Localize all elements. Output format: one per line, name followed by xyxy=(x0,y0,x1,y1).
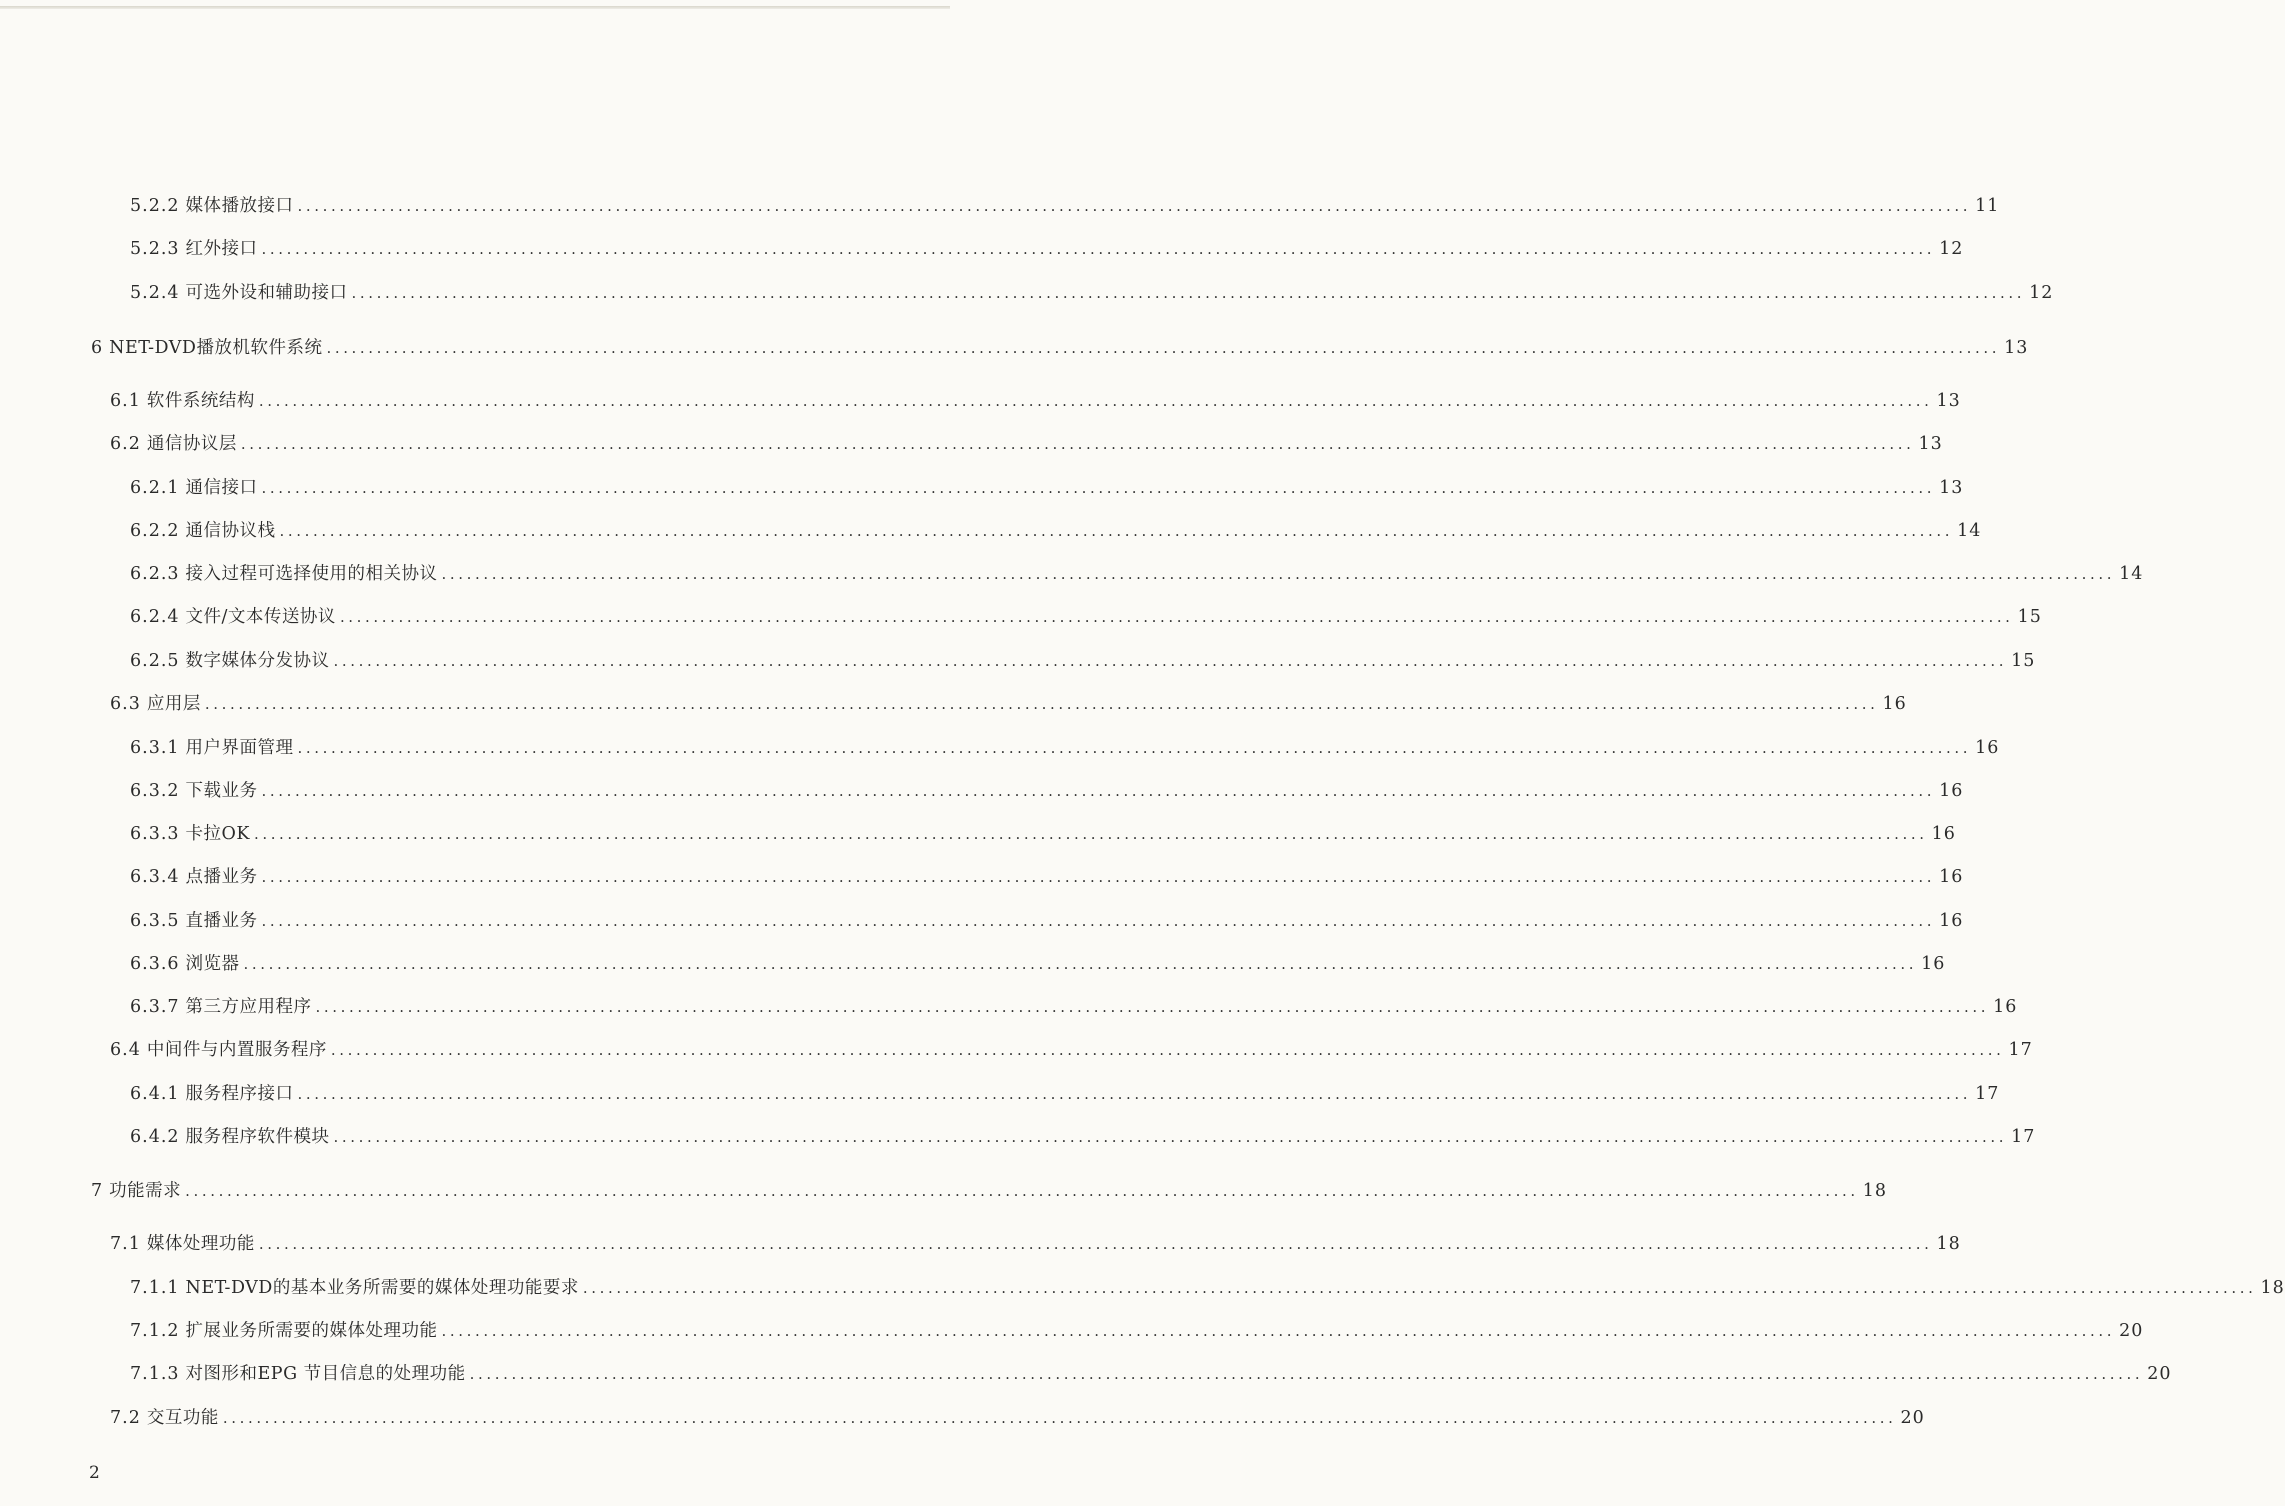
dot-leader: ........................................................................................................................................................................................................ xyxy=(261,912,1936,930)
toc-entry-title: 软件系统结构 xyxy=(146,391,255,411)
toc-entry[interactable] xyxy=(130,1277,2285,1299)
dot-leader: ........................................................................................................................................................................................................ xyxy=(326,339,2001,357)
toc-entry-number: 6.3.4 xyxy=(130,867,180,887)
toc-entry[interactable] xyxy=(130,282,2054,304)
toc-entry-number: 6.1 xyxy=(110,391,141,411)
toc-entry-page: 16 xyxy=(1939,867,1964,887)
toc-entry-page: 17 xyxy=(2011,1127,2036,1147)
toc-entry-number: 6.3.3 xyxy=(130,824,180,844)
dot-leader: ........................................................................................................................................................................................................ xyxy=(258,392,1933,410)
dot-leader: ........................................................................................................................................................................................................ xyxy=(330,1041,2005,1059)
toc-entry-page: 16 xyxy=(1993,997,2018,1017)
dot-leader: ........................................................................................................................................................................................................ xyxy=(279,522,1954,540)
toc-entry-page: 18 xyxy=(2260,1278,2285,1298)
toc-entry-page: 16 xyxy=(1921,954,1946,974)
dot-leader: ........................................................................................................................................................................................................ xyxy=(240,435,1915,453)
toc-entry[interactable] xyxy=(91,1180,1888,1202)
dot-leader: ........................................................................................................................................................................................................ xyxy=(185,1182,1859,1200)
toc-entry[interactable] xyxy=(130,1320,2144,1342)
toc-entry[interactable] xyxy=(130,823,1956,845)
toc-entry-title: 可选外设和辅助接口 xyxy=(185,283,348,303)
toc-entry-page: 12 xyxy=(2029,283,2054,303)
toc-entry-page: 13 xyxy=(1918,434,1943,454)
toc-entry-page: 16 xyxy=(1882,694,1907,714)
toc-entry-number: 6.3.2 xyxy=(130,781,180,801)
toc-entry[interactable] xyxy=(130,1363,2172,1385)
toc-entry-number: 6.2.1 xyxy=(130,478,180,498)
toc-entry[interactable] xyxy=(110,390,1961,412)
toc-entry-page: 13 xyxy=(1936,391,1961,411)
toc-entry-number: 6.3.5 xyxy=(130,911,180,931)
page-number: 2 xyxy=(89,1463,100,1483)
toc-entry[interactable] xyxy=(130,520,1982,542)
dot-leader: ........................................................................................................................................................................................................ xyxy=(261,479,1936,497)
toc-entry-page: 16 xyxy=(1975,738,2000,758)
toc-entry[interactable] xyxy=(130,477,1964,499)
toc-entry-title: 中间件与内置服务程序 xyxy=(146,1040,327,1060)
toc-entry-page: 11 xyxy=(1975,196,2000,216)
dot-leader: ........................................................................................................................................................................................................ xyxy=(582,1279,2257,1297)
toc-entry-page: 16 xyxy=(1939,911,1964,931)
toc-entry-number: 6.2.4 xyxy=(130,607,180,627)
toc-entry-title: 扩展业务所需要的媒体处理功能 xyxy=(185,1321,438,1341)
toc-entry-number: 6.2.2 xyxy=(130,521,180,541)
dot-leader: ........................................................................................................................................................................................................ xyxy=(258,1235,1933,1253)
toc-entry[interactable] xyxy=(91,337,2029,359)
dot-leader: ........................................................................................................................................................................................................ xyxy=(441,565,2116,583)
toc-entry-title: 通信协议层 xyxy=(146,434,237,454)
toc-entry[interactable] xyxy=(130,996,2018,1018)
toc-entry-page: 20 xyxy=(1900,1408,1925,1428)
toc-entry-number: 6.2.3 xyxy=(130,564,180,584)
toc-entry-number: 6.2 xyxy=(110,434,141,454)
toc-entry[interactable] xyxy=(130,606,2042,628)
toc-entry-title: 数字媒体分发协议 xyxy=(185,651,330,671)
dot-leader: ........................................................................................................................................................................................................ xyxy=(253,825,1928,843)
toc-entry-page: 13 xyxy=(1939,478,1964,498)
toc-entry-title: 媒体播放接口 xyxy=(185,196,294,216)
toc-entry-page: 16 xyxy=(1931,824,1956,844)
toc-entry[interactable] xyxy=(130,780,1964,802)
toc-entry[interactable] xyxy=(110,1233,1961,1255)
toc-entry[interactable] xyxy=(130,953,1946,975)
toc-entry-title: 浏览器 xyxy=(185,954,240,974)
dot-leader: ........................................................................................................................................................................................................ xyxy=(333,1128,2008,1146)
toc-entry-title: 点播业务 xyxy=(185,867,258,887)
toc-entry-title: NET-DVD的基本业务所需要的媒体处理功能要求 xyxy=(185,1278,579,1298)
toc-entry[interactable] xyxy=(130,1126,2036,1148)
toc-entry-number: 6.2.5 xyxy=(130,651,180,671)
dot-leader: ........................................................................................................................................................................................................ xyxy=(297,1085,1972,1103)
toc-entry-number: 6.4 xyxy=(110,1040,141,1060)
toc-entry-title: 第三方应用程序 xyxy=(185,997,312,1017)
toc-entry-page: 14 xyxy=(2119,564,2144,584)
toc-entry-page: 15 xyxy=(2011,651,2036,671)
toc-entry-number: 7 xyxy=(91,1181,104,1201)
dot-leader: ........................................................................................................................................................................................................ xyxy=(469,1365,2144,1383)
toc-entry-title: 交互功能 xyxy=(146,1408,219,1428)
toc-entry-number: 6.4.2 xyxy=(130,1127,180,1147)
toc-entry-title: 服务程序接口 xyxy=(185,1084,294,1104)
toc-entry-title: 对图形和EPG 节目信息的处理功能 xyxy=(185,1364,466,1384)
dot-leader: ........................................................................................................................................................................................................ xyxy=(297,197,1972,215)
toc-entry-title: 下载业务 xyxy=(185,781,258,801)
toc-entry-page: 20 xyxy=(2147,1364,2172,1384)
toc-entry-title: 用户界面管理 xyxy=(185,738,294,758)
dot-leader: ........................................................................................................................................................................................................ xyxy=(339,608,2014,626)
dot-leader: ........................................................................................................................................................................................................ xyxy=(222,1409,1897,1427)
dot-leader: ........................................................................................................................................................................................................ xyxy=(333,652,2008,670)
dot-leader: ........................................................................................................................................................................................................ xyxy=(351,284,2026,302)
toc-entry[interactable] xyxy=(130,238,1964,260)
toc-entry-number: 7.2 xyxy=(110,1408,141,1428)
toc-entry[interactable] xyxy=(110,1407,1925,1429)
toc-entry-page: 14 xyxy=(1957,521,1982,541)
toc-entry-title: 通信接口 xyxy=(185,478,258,498)
toc-entry-page: 15 xyxy=(2017,607,2042,627)
toc-entry[interactable] xyxy=(130,650,2036,672)
toc-entry-number: 6.3 xyxy=(110,694,141,714)
dot-leader: ........................................................................................................................................................................................................ xyxy=(261,240,1936,258)
toc-entry-number: 7.1 xyxy=(110,1234,141,1254)
toc-entry-title: 通信协议栈 xyxy=(185,521,276,541)
toc-entry-title: 功能需求 xyxy=(109,1181,182,1201)
toc-entry-page: 17 xyxy=(1975,1084,2000,1104)
dot-leader: ........................................................................................................................................................................................................ xyxy=(315,998,1990,1016)
toc-entry-title: 直播业务 xyxy=(185,911,258,931)
toc-entry-page: 13 xyxy=(2004,338,2029,358)
dot-leader: ........................................................................................................................................................................................................ xyxy=(441,1322,2116,1340)
toc-entry-number: 7.1.1 xyxy=(130,1278,180,1298)
toc-entry-title: 文件/文本传送协议 xyxy=(185,607,336,627)
toc-entry-title: 接入过程可选择使用的相关协议 xyxy=(185,564,438,584)
toc-entry-number: 6.3.7 xyxy=(130,997,180,1017)
toc-entry[interactable] xyxy=(130,866,1964,888)
toc-entry[interactable] xyxy=(130,910,1964,932)
toc-entry[interactable] xyxy=(110,1039,2033,1061)
toc-entry[interactable] xyxy=(130,737,2000,759)
top-rule xyxy=(0,6,950,9)
toc-entry-number: 7.1.3 xyxy=(130,1364,180,1384)
toc-entry-number: 6.3.1 xyxy=(130,738,180,758)
dot-leader: ........................................................................................................................................................................................................ xyxy=(261,782,1936,800)
toc-entry[interactable] xyxy=(110,433,1943,455)
toc-entry[interactable] xyxy=(110,693,1907,715)
toc-entry-page: 20 xyxy=(2119,1321,2144,1341)
toc-entry-number: 5.2.3 xyxy=(130,239,180,259)
toc-entry[interactable] xyxy=(130,195,2000,217)
toc-entry[interactable] xyxy=(130,1083,2000,1105)
dot-leader: ........................................................................................................................................................................................................ xyxy=(243,955,1918,973)
toc-entry-number: 5.2.4 xyxy=(130,283,180,303)
toc-entry-number: 6.3.6 xyxy=(130,954,180,974)
toc-entry-title: 应用层 xyxy=(146,694,201,714)
toc-entry-title: 媒体处理功能 xyxy=(146,1234,255,1254)
dot-leader: ........................................................................................................................................................................................................ xyxy=(204,695,1879,713)
toc-entry-page: 18 xyxy=(1936,1234,1961,1254)
toc-entry-title: NET-DVD播放机软件系统 xyxy=(109,338,323,358)
toc-entry[interactable] xyxy=(130,563,2144,585)
toc-entry-number: 5.2.2 xyxy=(130,196,180,216)
toc-entry-number: 6 xyxy=(91,338,104,358)
toc-entry-title: 卡拉OK xyxy=(185,824,250,844)
toc-entry-number: 7.1.2 xyxy=(130,1321,180,1341)
toc-entry-number: 6.4.1 xyxy=(130,1084,180,1104)
toc-entry-page: 17 xyxy=(2008,1040,2033,1060)
toc-entry-page: 12 xyxy=(1939,239,1964,259)
toc-entry-title: 服务程序软件模块 xyxy=(185,1127,330,1147)
dot-leader: ........................................................................................................................................................................................................ xyxy=(261,868,1936,886)
toc-entry-title: 红外接口 xyxy=(185,239,258,259)
dot-leader: ........................................................................................................................................................................................................ xyxy=(297,739,1972,757)
toc-entry-page: 18 xyxy=(1862,1181,1888,1201)
toc-entry-page: 16 xyxy=(1939,781,1964,801)
